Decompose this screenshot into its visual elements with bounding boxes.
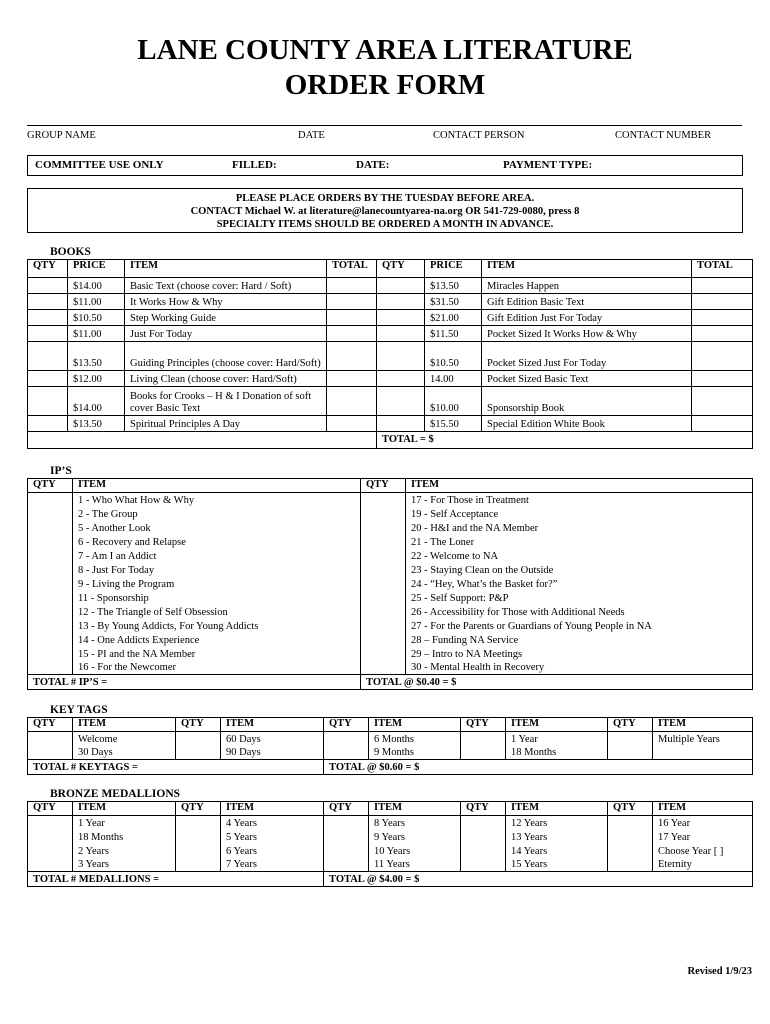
medallions-item: 18 Months [73, 830, 176, 844]
ip-qty-cell[interactable] [28, 591, 73, 605]
book-item: Basic Text (choose cover: Hard / Soft) [125, 278, 327, 294]
keytags-qty-header-2: QTY [176, 718, 221, 732]
book-item-right: Pocket Sized Just For Today [482, 342, 692, 371]
table-row [28, 387, 753, 416]
ip-item: 11 - Sponsorship [73, 591, 361, 605]
book-price-right: $31.50 [425, 294, 482, 310]
ips-qty-header-right: QTY [361, 479, 406, 493]
medallions-qty-cell[interactable] [176, 844, 221, 858]
keytags-item-header-3: ITEM [369, 718, 461, 732]
keytags-item: 1 Year [506, 732, 608, 746]
medallions-item-header-5: ITEM [653, 802, 753, 816]
book-total-cell-right[interactable] [692, 387, 753, 416]
table-row [28, 633, 753, 647]
ip-item: 15 - PI and the NA Member [73, 647, 361, 661]
ip-item: 2 - The Group [73, 507, 361, 521]
ips-total-price: TOTAL @ $0.40 = $ [361, 675, 753, 690]
ip-qty-cell[interactable] [28, 549, 73, 563]
ip-item-right: 25 - Self Support: P&P [406, 591, 753, 605]
books-total-header: TOTAL [327, 260, 377, 278]
table-row [28, 605, 753, 619]
contact-number-label: CONTACT NUMBER [615, 130, 712, 141]
medallions-item: 8 Years [369, 816, 461, 830]
table-row [28, 521, 753, 535]
ip-item-right: 17 - For Those in Treatment [406, 493, 753, 507]
book-item-right: Gift Edition Just For Today [482, 310, 692, 326]
keytags-total-price: TOTAL @ $0.60 = $ [324, 760, 753, 775]
book-qty-cell[interactable] [28, 371, 68, 387]
ip-item-right: 22 - Welcome to NA [406, 549, 753, 563]
books-heading: BOOKS [50, 246, 91, 258]
medallions-item: 9 Years [369, 830, 461, 844]
medallions-qty-cell[interactable] [461, 858, 506, 872]
table-row [28, 416, 753, 432]
medallions-qty-cell[interactable] [608, 816, 653, 830]
ip-qty-cell[interactable] [28, 647, 73, 661]
keytags-qty-cell[interactable] [28, 746, 73, 760]
ip-item: 1 - Who What How & Why [73, 493, 361, 507]
keytags-qty-cell[interactable] [608, 732, 653, 746]
table-row [28, 619, 753, 633]
keytags-item: Welcome [73, 732, 176, 746]
medallions-qty-cell[interactable] [176, 830, 221, 844]
book-qty-cell-right[interactable] [377, 387, 425, 416]
date-label: DATE [298, 130, 325, 141]
notice-line3: SPECIALTY ITEMS SHOULD BE ORDERED A MONTH IN ADVANCE. [216, 219, 554, 230]
ip-qty-cell-right[interactable] [361, 633, 406, 647]
medallions-qty-cell[interactable] [28, 830, 73, 844]
keytags-item: 60 Days [221, 732, 324, 746]
book-price-right: $10.00 [425, 387, 482, 416]
table-row [28, 830, 753, 844]
book-item: Living Clean (choose cover: Hard/Soft) [125, 371, 327, 387]
medallions-qty-header-5: QTY [608, 802, 653, 816]
ip-qty-cell[interactable] [28, 535, 73, 549]
medallions-qty-cell[interactable] [28, 858, 73, 872]
ip-item-right: 29 – Intro to NA Meetings [406, 647, 753, 661]
medallions-item: 13 Years [506, 830, 608, 844]
books-total: TOTAL = $ [377, 432, 753, 449]
medallions-item-header-1: ITEM [73, 802, 176, 816]
ip-qty-cell[interactable] [28, 661, 73, 675]
book-total-cell[interactable] [327, 326, 377, 342]
ips-heading: IP’S [50, 465, 72, 477]
ip-qty-cell[interactable] [28, 507, 73, 521]
ip-qty-cell-right[interactable] [361, 507, 406, 521]
ip-item: 16 - For the Newcomer [73, 661, 361, 675]
table-row [28, 563, 753, 577]
table-row [28, 816, 753, 830]
books-table [27, 259, 753, 449]
book-qty-cell-right[interactable] [377, 342, 425, 371]
ip-item-right: 23 - Staying Clean on the Outside [406, 563, 753, 577]
books-qty-header-right: QTY [377, 260, 425, 278]
table-row [28, 844, 753, 858]
ip-qty-cell[interactable] [28, 619, 73, 633]
book-item: Guiding Principles (choose cover: Hard/Soft) [125, 342, 327, 371]
ip-item-right: 30 - Mental Health in Recovery [406, 661, 753, 675]
ip-item-right: 19 - Self Acceptance [406, 507, 753, 521]
book-qty-cell-right[interactable] [377, 416, 425, 432]
medallions-item: 17 Year [653, 830, 753, 844]
table-row [28, 342, 753, 371]
books-item-header-right: ITEM [482, 260, 692, 278]
ip-qty-cell[interactable] [28, 521, 73, 535]
book-item-right: Pocket Sized Basic Text [482, 371, 692, 387]
ip-qty-cell[interactable] [28, 633, 73, 647]
medallions-qty-header-1: QTY [28, 802, 73, 816]
keytags-qty-header-3: QTY [324, 718, 369, 732]
ips-item-header-right: ITEM [406, 479, 753, 493]
table-row [28, 294, 753, 310]
medallions-qty-cell[interactable] [608, 844, 653, 858]
book-item: Books for Crooks – H & I Donation of soft cover Basic Text [125, 387, 327, 416]
medallions-table [27, 801, 753, 887]
group-name-label: GROUP NAME [27, 130, 96, 141]
books-item-header: ITEM [125, 260, 327, 278]
book-qty-cell[interactable] [28, 326, 68, 342]
book-total-cell-right[interactable] [692, 294, 753, 310]
notice-line1: PLEASE PLACE ORDERS BY THE TUESDAY BEFORE AREA. [235, 193, 535, 204]
table-row [28, 661, 753, 675]
medallions-heading: BRONZE MEDALLIONS [50, 788, 181, 800]
committee-label: COMMITTEE USE ONLY [35, 159, 164, 171]
ip-qty-cell[interactable] [28, 493, 73, 507]
book-total-cell-right[interactable] [692, 416, 753, 432]
book-price: $14.00 [68, 278, 125, 294]
keytags-heading: KEY TAGS [50, 704, 108, 716]
table-row [28, 647, 753, 661]
book-qty-cell[interactable] [28, 416, 68, 432]
medallions-qty-cell[interactable] [176, 816, 221, 830]
book-price: $14.00 [68, 387, 125, 416]
medallions-item-header-4: ITEM [506, 802, 608, 816]
keytags-qty-cell[interactable] [324, 746, 369, 760]
keytags-item: 18 Months [506, 746, 608, 760]
table-row [28, 507, 753, 521]
form-title-line1: LANE COUNTY AREA LITERATURE [137, 34, 633, 66]
medallions-qty-cell[interactable] [608, 830, 653, 844]
keytags-qty-header-5: QTY [608, 718, 653, 732]
table-row [28, 549, 753, 563]
ip-qty-cell-right[interactable] [361, 605, 406, 619]
medallions-item: 6 Years [221, 844, 324, 858]
medallions-item-header-2: ITEM [221, 802, 324, 816]
keytags-item [653, 746, 753, 760]
keytags-qty-cell[interactable] [461, 746, 506, 760]
medallions-qty-cell[interactable] [324, 844, 369, 858]
ip-qty-cell-right[interactable] [361, 493, 406, 507]
keytags-item-header-5: ITEM [653, 718, 753, 732]
header-rule [27, 125, 742, 126]
medallions-item: 10 Years [369, 844, 461, 858]
keytags-item-header-2: ITEM [221, 718, 324, 732]
ip-item: 13 - By Young Addicts, For Young Addicts [73, 619, 361, 633]
medallions-item: 7 Years [221, 858, 324, 872]
table-row [28, 858, 753, 872]
order-notice [27, 188, 743, 233]
books-total-header-right: TOTAL [692, 260, 753, 278]
ip-item: 7 - Am I an Addict [73, 549, 361, 563]
medallions-qty-header-3: QTY [324, 802, 369, 816]
medallions-item: 3 Years [73, 858, 176, 872]
ip-item: 8 - Just For Today [73, 563, 361, 577]
medallions-qty-cell[interactable] [461, 816, 506, 830]
book-item-right: Miracles Happen [482, 278, 692, 294]
medallions-qty-cell[interactable] [461, 830, 506, 844]
medallions-item: 4 Years [221, 816, 324, 830]
ip-qty-cell-right[interactable] [361, 563, 406, 577]
book-qty-cell[interactable] [28, 342, 68, 371]
ip-item-right: 24 - “Hey, What’s the Basket for?” [406, 577, 753, 591]
ip-item: 12 - The Triangle of Self Obsession [73, 605, 361, 619]
keytags-item: 90 Days [221, 746, 324, 760]
ip-qty-cell-right[interactable] [361, 535, 406, 549]
table-row [28, 278, 753, 294]
keytags-item: Multiple Years [653, 732, 753, 746]
books-total-left-blank [28, 432, 377, 449]
medallions-qty-header-4: QTY [461, 802, 506, 816]
medallions-qty-header-2: QTY [176, 802, 221, 816]
medallions-item: 2 Years [73, 844, 176, 858]
ip-item: 9 - Living the Program [73, 577, 361, 591]
medallions-qty-cell[interactable] [324, 816, 369, 830]
book-total-cell[interactable] [327, 342, 377, 371]
medallions-item: 12 Years [506, 816, 608, 830]
book-qty-cell[interactable] [28, 294, 68, 310]
book-item-right: Gift Edition Basic Text [482, 294, 692, 310]
medallions-item: 14 Years [506, 844, 608, 858]
ips-item-header: ITEM [73, 479, 361, 493]
book-total-cell[interactable] [327, 416, 377, 432]
table-row [28, 310, 753, 326]
ips-table [27, 478, 753, 690]
ips-total-count: TOTAL # IP’S = [28, 675, 361, 690]
book-total-cell[interactable] [327, 387, 377, 416]
ip-qty-cell[interactable] [28, 605, 73, 619]
ips-rows [28, 493, 753, 675]
book-price: $13.50 [68, 416, 125, 432]
ip-qty-cell[interactable] [28, 563, 73, 577]
medallions-qty-cell[interactable] [461, 844, 506, 858]
ip-item-right: 26 - Accessibility for Those with Additional Needs [406, 605, 753, 619]
ip-item: 5 - Another Look [73, 521, 361, 535]
book-price-right: $13.50 [425, 278, 482, 294]
committee-date-label: DATE: [356, 159, 390, 171]
keytags-item-header-4: ITEM [506, 718, 608, 732]
keytags-item-header-1: ITEM [73, 718, 176, 732]
medallions-rows [28, 816, 753, 872]
book-price: $10.50 [68, 310, 125, 326]
book-price: $11.00 [68, 294, 125, 310]
ip-qty-cell-right[interactable] [361, 549, 406, 563]
book-total-cell[interactable] [327, 294, 377, 310]
book-qty-cell[interactable] [28, 387, 68, 416]
contact-person-label: CONTACT PERSON [433, 130, 525, 141]
book-qty-cell-right[interactable] [377, 371, 425, 387]
book-qty-cell[interactable] [28, 310, 68, 326]
book-item-right: Special Edition White Book [482, 416, 692, 432]
keytags-rows [28, 732, 753, 760]
keytags-qty-header-4: QTY [461, 718, 506, 732]
book-total-cell-right[interactable] [692, 371, 753, 387]
books-rows [28, 278, 753, 432]
books-price-header: PRICE [68, 260, 125, 278]
book-price: $13.50 [68, 342, 125, 371]
ips-qty-header: QTY [28, 479, 73, 493]
medallions-item: Choose Year [ ] [653, 844, 753, 858]
medallions-item-header-3: ITEM [369, 802, 461, 816]
revised-date: Revised 1/9/23 [687, 966, 752, 977]
book-price: $12.00 [68, 371, 125, 387]
book-price-right: 14.00 [425, 371, 482, 387]
book-total-cell-right[interactable] [692, 278, 753, 294]
ip-item-right: 20 - H&I and the NA Member [406, 521, 753, 535]
medallions-total-count: TOTAL # MEDALLIONS = [28, 872, 324, 887]
ip-qty-cell-right[interactable] [361, 619, 406, 633]
book-qty-cell-right[interactable] [377, 278, 425, 294]
book-price-right: $21.00 [425, 310, 482, 326]
medallions-item: 15 Years [506, 858, 608, 872]
books-price-header-right: PRICE [425, 260, 482, 278]
books-qty-header: QTY [28, 260, 68, 278]
table-row [28, 732, 753, 746]
medallions-total-price: TOTAL @ $4.00 = $ [324, 872, 753, 887]
book-total-cell-right[interactable] [692, 326, 753, 342]
ip-item: 6 - Recovery and Relapse [73, 535, 361, 549]
ip-qty-cell-right[interactable] [361, 647, 406, 661]
medallions-item: 5 Years [221, 830, 324, 844]
book-price-right: $11.50 [425, 326, 482, 342]
book-item: Spiritual Principles A Day [125, 416, 327, 432]
table-row [28, 371, 753, 387]
medallions-qty-cell[interactable] [324, 858, 369, 872]
medallions-item: 11 Years [369, 858, 461, 872]
book-total-cell[interactable] [327, 278, 377, 294]
table-row [28, 746, 753, 760]
book-qty-cell-right[interactable] [377, 310, 425, 326]
book-item-right: Pocket Sized It Works How & Why [482, 326, 692, 342]
ip-qty-cell-right[interactable] [361, 521, 406, 535]
medallions-qty-cell[interactable] [608, 858, 653, 872]
book-item: Just For Today [125, 326, 327, 342]
ip-qty-cell-right[interactable] [361, 577, 406, 591]
ip-qty-cell-right[interactable] [361, 661, 406, 675]
form-title-line2: ORDER FORM [284, 69, 486, 101]
medallions-item: 16 Year [653, 816, 753, 830]
book-total-cell[interactable] [327, 371, 377, 387]
medallions-qty-cell[interactable] [28, 816, 73, 830]
notice-line2: CONTACT Michael W. at literature@lanecountyarea-na.org OR 541-729-0080, press 8 [190, 206, 580, 217]
ip-item-right: 27 - For the Parents or Guardians of Young People in NA [406, 619, 753, 633]
table-row [28, 577, 753, 591]
keytags-qty-cell[interactable] [176, 732, 221, 746]
book-item-right: Sponsorship Book [482, 387, 692, 416]
keytags-qty-cell[interactable] [608, 746, 653, 760]
medallions-item: Eternity [653, 858, 753, 872]
keytags-qty-cell[interactable] [324, 732, 369, 746]
table-row [28, 591, 753, 605]
committee-use-box [27, 155, 743, 176]
book-total-cell-right[interactable] [692, 342, 753, 371]
medallions-qty-cell[interactable] [176, 858, 221, 872]
book-qty-cell-right[interactable] [377, 294, 425, 310]
medallions-item: 1 Year [73, 816, 176, 830]
payment-type-label: PAYMENT TYPE: [503, 159, 593, 171]
table-row [28, 326, 753, 342]
book-total-cell-right[interactable] [692, 310, 753, 326]
keytags-qty-cell[interactable] [176, 746, 221, 760]
book-price-right: $15.50 [425, 416, 482, 432]
ip-qty-cell[interactable] [28, 577, 73, 591]
keytags-total-count: TOTAL # KEYTAGS = [28, 760, 324, 775]
book-item: It Works How & Why [125, 294, 327, 310]
keytags-item: 9 Months [369, 746, 461, 760]
book-price-right: $10.50 [425, 342, 482, 371]
keytags-qty-cell[interactable] [28, 732, 73, 746]
book-total-cell[interactable] [327, 310, 377, 326]
keytags-qty-header-1: QTY [28, 718, 73, 732]
filled-label: FILLED: [232, 159, 277, 171]
keytags-table [27, 717, 753, 775]
book-qty-cell-right[interactable] [377, 326, 425, 342]
medallions-qty-cell[interactable] [324, 830, 369, 844]
table-row [28, 493, 753, 507]
book-price: $11.00 [68, 326, 125, 342]
ip-item-right: 21 - The Loner [406, 535, 753, 549]
keytags-item: 6 Months [369, 732, 461, 746]
keytags-item: 30 Days [73, 746, 176, 760]
ip-qty-cell-right[interactable] [361, 591, 406, 605]
keytags-qty-cell[interactable] [461, 732, 506, 746]
ip-item-right: 28 – Funding NA Service [406, 633, 753, 647]
book-qty-cell[interactable] [28, 278, 68, 294]
book-item: Step Working Guide [125, 310, 327, 326]
table-row [28, 535, 753, 549]
ip-item: 14 - One Addicts Experience [73, 633, 361, 647]
medallions-qty-cell[interactable] [28, 844, 73, 858]
